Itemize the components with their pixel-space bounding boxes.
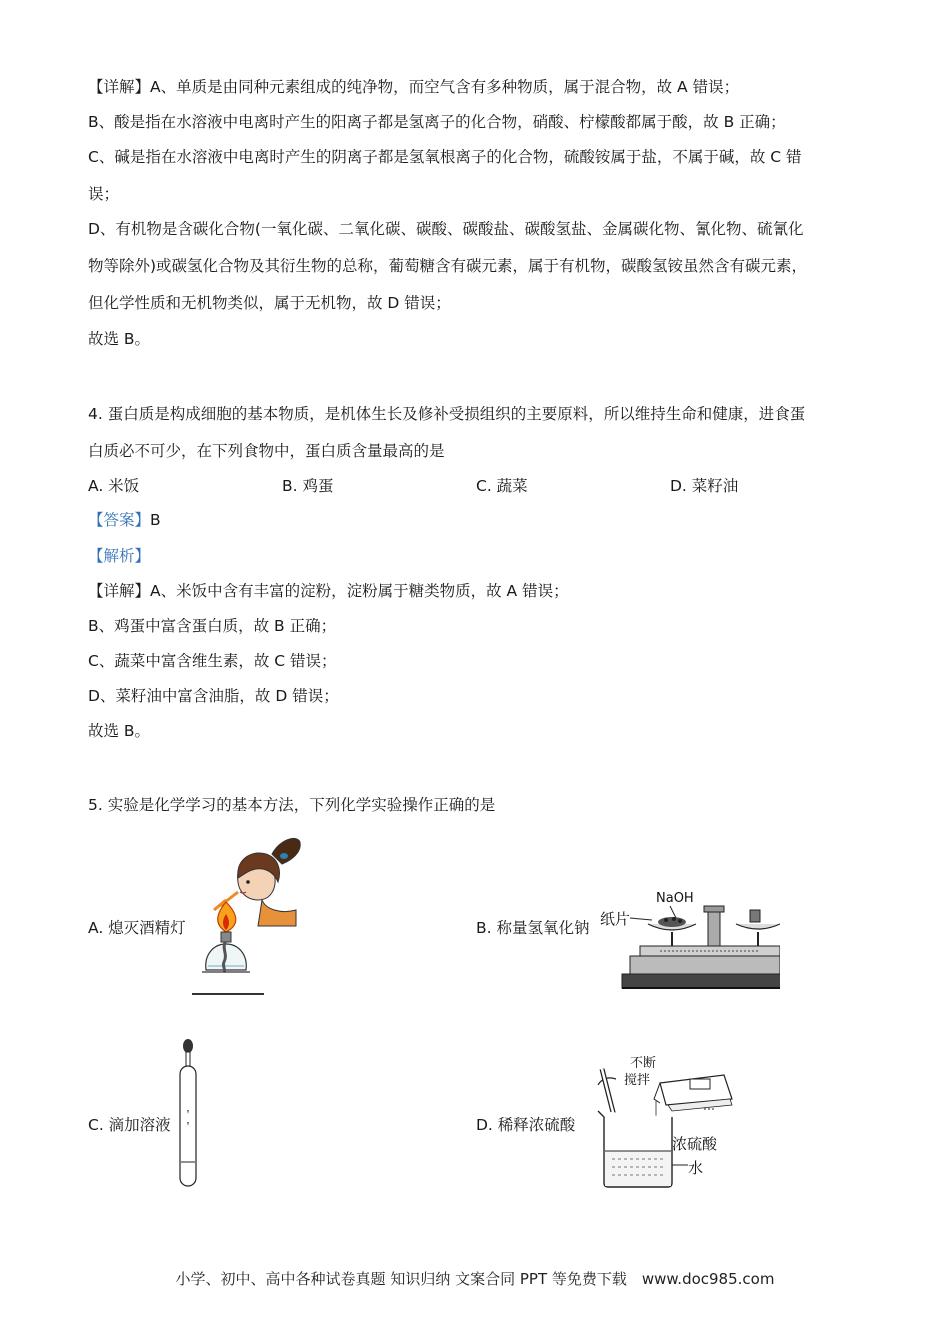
q3-detail-line-d: D、有机物是含碳化合物(一氧化碳、二氧化碳、碳酸、碳酸盐、碳酸氢盐、金属碳化物、氰化物、硫氰化 [88, 220, 804, 238]
q4-detail-line-c: C、蔬菜中富含维生素，故 C 错误； [88, 652, 337, 670]
acid-label: 浓硫酸 [672, 1135, 718, 1153]
naoh-label: NaOH [656, 891, 694, 906]
page-footer: 小学、初中、高中各种试卷真题 知识归纳 文案合同 PPT 等免费下载 www.doc985.com [175, 1270, 775, 1288]
figure-a-extinguish-lamp [192, 830, 312, 998]
answer-value: B [150, 511, 161, 529]
q4-option-d: D. 菜籽油 [670, 477, 739, 495]
q4-conclusion: 故选 B。 [88, 722, 151, 740]
stir-label-2: 搅拌 [624, 1073, 651, 1088]
q5-option-c: C. 滴加溶液 [88, 1116, 171, 1134]
person-illustration [238, 838, 301, 926]
q3-detail-line-d-cont2: 但化学性质和无机物类似，属于无机物，故 D 错误； [88, 294, 451, 312]
q3-detail-line-c: C、碱是指在水溶液中电离时产生的阴离子都是氢氧根离子的化合物，硫酸铵属于盐，不属于碱，故 C 错 [88, 148, 802, 166]
water-label: 水 [688, 1159, 704, 1177]
q4-option-c: C. 蔬菜 [476, 477, 528, 495]
q5-option-a: A. 熄灭酒精灯 [88, 919, 186, 937]
figure-b-weighing-balance [600, 884, 780, 998]
detail-mark: 【详解】 [88, 78, 151, 96]
q3-detail-line-b: B、酸是指在水溶液中电离时产生的阳离子都是氢离子的化合物，硝酸、柠檬酸都属于酸，故 B 正确； [88, 113, 786, 131]
answer-mark: 【答案】 [88, 511, 151, 529]
q4-option-a: A. 米饭 [88, 477, 140, 495]
q4-detail-line-a: 【详解】A、米饭中含有丰富的淀粉，淀粉属于糖类物质，故 A 错误； [88, 582, 569, 600]
figure-c-dropper-tube [174, 1036, 204, 1192]
q3-detail-line-a: 【详解】A、单质是由同种元素组成的纯净物，而空气含有多种物质，属于混合物，故 A 错误； [88, 78, 740, 96]
q4-option-b: B. 鸡蛋 [282, 477, 334, 495]
q4-answer [88, 509, 161, 531]
q3-conclusion: 故选 B。 [88, 330, 151, 348]
q3-detail-line-c-cont: 误； [88, 185, 120, 203]
q4-stem-line2: 白质必不可少，在下列食物中，蛋白质含量最高的是 [88, 442, 445, 460]
stir-label-1: 不断 [630, 1056, 657, 1071]
q5-stem: 5. 实验是化学学习的基本方法，下列化学实验操作正确的是 [88, 796, 496, 814]
q3-detail-line-d-cont1: 物等除外)或碳氢化合物及其衍生物的总称，葡萄糖含有碳元素，属于有机物，碳酸氢铵虽然含有碳元素， [88, 257, 808, 275]
dropper-bulb [183, 1039, 193, 1053]
figure-d-dilute-acid [594, 1055, 760, 1191]
q5-option-d: D. 稀释浓硫酸 [476, 1116, 576, 1134]
q5-option-b: B. 称量氢氧化钠 [476, 919, 590, 937]
q4-detail-line-b: B、鸡蛋中富含蛋白质，故 B 正确； [88, 617, 337, 635]
q4-detail-line-d: D、菜籽油中富含油脂，故 D 错误； [88, 687, 339, 705]
paper-label: 纸片 [600, 910, 631, 928]
q4-stem-line1: 4. 蛋白质是构成细胞的基本物质，是机体生长及修补受损组织的主要原料，所以维持生命和健康，进食蛋 [88, 405, 806, 423]
q4-analysis-mark: 【解析】 [88, 547, 151, 565]
detail-mark: 【详解】 [88, 582, 151, 600]
